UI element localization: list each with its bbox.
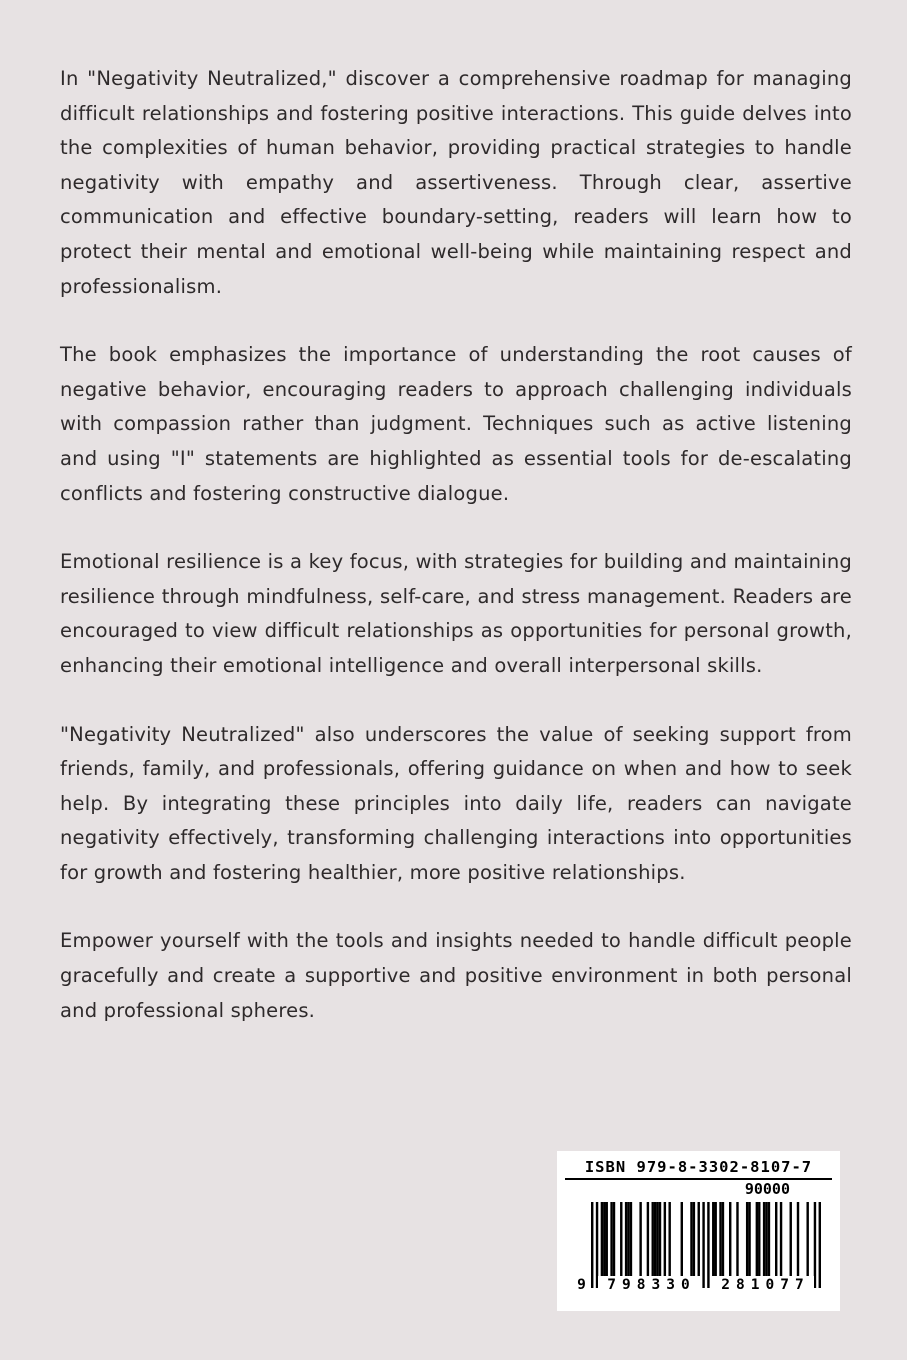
barcode-digit-row <box>577 1276 821 1295</box>
synopsis-paragraph: In "Negativity Neutralized," discover a comprehensive roadmap for managing difficult relationships and fostering positive interactions. This guide delves into the complexities of human behavior, providing practical strategies to handle negativity with empathy and assertiveness. Through clear, assertive communication and effective boundary-setting, readers will learn how to protect their mental and emotional well-being while maintaining respect and professionalism. <box>60 67 852 298</box>
isbn-barcode-block <box>557 1151 840 1311</box>
synopsis-paragraph: Empower yourself with the tools and insights needed to handle difficult people gracefully and create a supportive and positive environment in both personal and professional spheres. <box>60 929 852 1022</box>
synopsis-paragraph: "Negativity Neutralized" also underscores the value of seeking support from friends, family, and professionals, offering guidance on when and how to seek help. By integrating these principles into daily life, readers can navigate negativity effectively, transforming challenging interactions into opportunities for growth and fostering healthier, more positive relationships. <box>60 722 852 884</box>
synopsis-text <box>60 62 852 1062</box>
barcode-digit-group: 9 <box>575 1276 589 1295</box>
barcode-digit-group: 281077 <box>712 1276 814 1295</box>
barcode-digit-group: 798330 <box>598 1276 700 1295</box>
isbn-price-code: 90000 <box>744 1180 790 1198</box>
ean13-barcode <box>577 1202 821 1306</box>
synopsis-paragraph: The book emphasizes the importance of understanding the root causes of negative behavior, encouraging readers to approach challenging individuals with compassion rather than judgment. Techniques such as active listening and using "I" statements are highlighted as essential tools for de-escalating conflicts and fostering constructive dialogue. <box>60 343 852 505</box>
synopsis-paragraph: Emotional resilience is a key focus, with strategies for building and maintaining resilience through mindfulness, self-care, and stress management. Readers are encouraged to view difficult relationships as opportunities for personal growth, enhancing their emotional intelligence and overall interpersonal skills. <box>60 550 852 677</box>
isbn-number-label: ISBN 979-8-3302-8107-7 <box>584 1158 813 1176</box>
